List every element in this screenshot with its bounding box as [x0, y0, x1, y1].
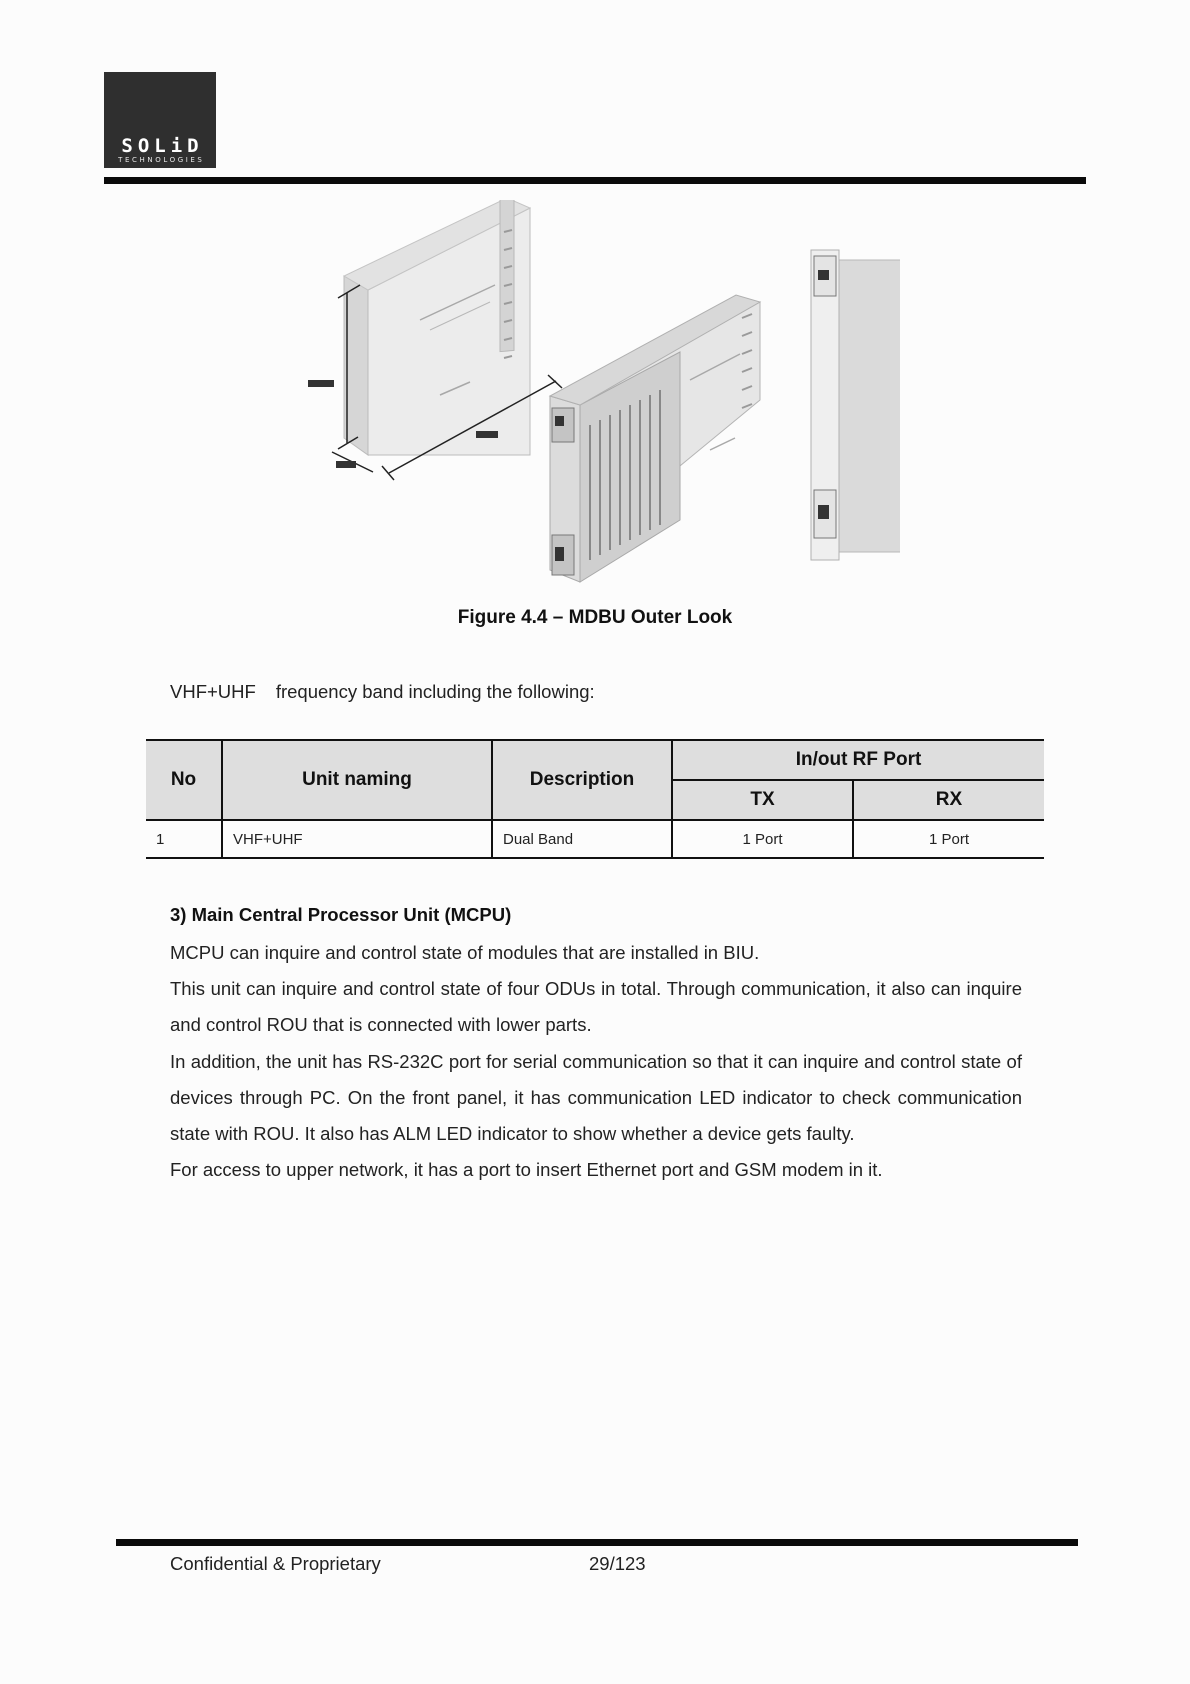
cell-tx: 1 Port: [672, 820, 853, 858]
mdbu-front-panel: [811, 250, 900, 560]
intro-line: [170, 681, 595, 703]
unit-table: [146, 739, 1044, 859]
paragraph: This unit can inquire and control state of four ODUs in total. Through communication, it also can inquire and control ROU that is connected with lower parts.: [170, 978, 1022, 1036]
header-rf-port: In/out RF Port: [672, 740, 1044, 780]
cell-unit-naming: VHF+UHF: [222, 820, 492, 858]
header-rule: [104, 177, 1086, 184]
intro-text: frequency band including the following:: [275, 681, 595, 702]
footer-rule: [116, 1539, 1078, 1546]
page-number: 29/123: [589, 1553, 646, 1574]
mdbu-unit-plugin-card: [550, 295, 760, 582]
paragraph: For access to upper network, it has a port to insert Ethernet port and GSM modem in it.: [170, 1159, 883, 1181]
table-row: [146, 820, 1044, 858]
paragraph: In addition, the unit has RS-232C port for serial communication so that it can inquire and control state of devices through PC. On the front panel, it has communication LED indicator to check communication state with ROU. It also has ALM LED indicator to show whether a device gets faulty.: [170, 1050, 1022, 1145]
header-rx: RX: [853, 780, 1044, 820]
company-logo: [104, 72, 216, 168]
cell-no: 1: [146, 820, 222, 858]
figure-caption: Figure 4.4 – MDBU Outer Look: [457, 607, 733, 628]
header-description: Description: [492, 740, 672, 820]
mdbu-unit-standalone: [308, 200, 562, 480]
paragraph: MCPU can inquire and control state of modules that are installed in BIU.: [170, 942, 760, 963]
footer-confidential: Confidential & Proprietary: [170, 1553, 381, 1574]
section-body: [170, 935, 1022, 1188]
logo-name: SOLiD: [121, 135, 204, 157]
intro-band: VHF+UHF: [170, 681, 256, 702]
cell-description: Dual Band: [492, 820, 672, 858]
cell-rx: 1 Port: [853, 820, 1044, 858]
mdbu-outer-look-figure: [290, 200, 900, 600]
dimension-label-height: [308, 380, 334, 387]
header-unit-naming: Unit naming: [222, 740, 492, 820]
section-heading: 3) Main Central Processor Unit (MCPU): [170, 904, 512, 925]
dimension-label-depth: [336, 461, 356, 468]
dimension-label-length: [476, 431, 498, 438]
header-tx: TX: [672, 780, 853, 820]
logo-tagline: TECHNOLOGIES: [118, 156, 205, 164]
header-no: No: [146, 740, 222, 820]
